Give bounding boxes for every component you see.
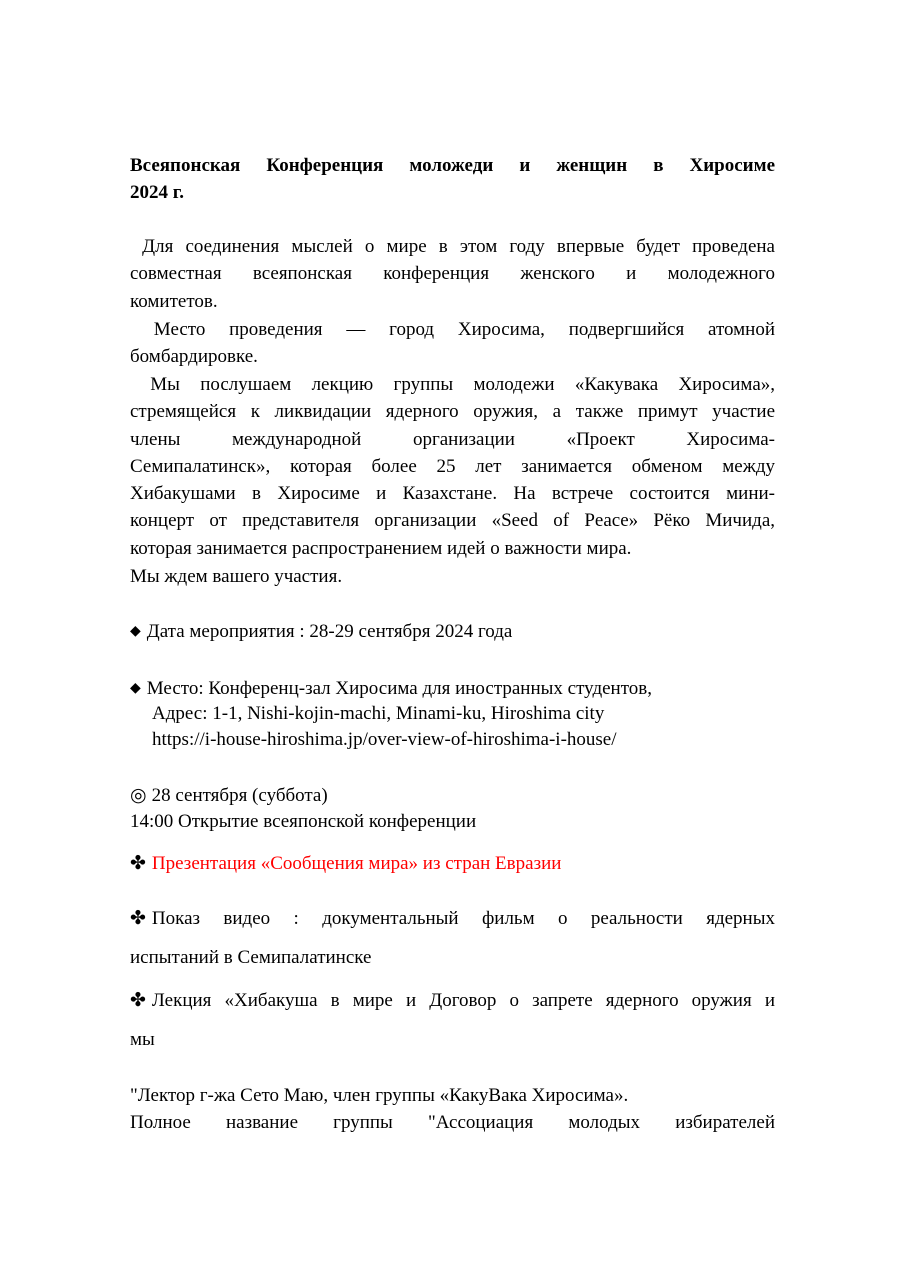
text-line: Мы ждем вашего участия. xyxy=(130,566,343,587)
event-date-text: Дата мероприятия : 28-29 сентября 2024 года xyxy=(146,621,513,642)
black-diamond-icon: ◆ xyxy=(130,624,141,639)
text-line: члены международной организации «Проект Хиросима- xyxy=(130,428,775,450)
venue-url-link[interactable]: https://i-house-hiroshima.jp/over-view-of-hiroshima-i-house/ xyxy=(152,729,617,750)
schedule-opening: 14:00 Открытие всеяпонской конференции xyxy=(130,811,477,832)
title-line-1: Всеяпонская Конференция моложеди и женщин в Хиросиме xyxy=(130,155,775,176)
intro-paragraph-3 xyxy=(130,371,775,562)
four-petal-florette-icon: ✤ xyxy=(130,990,146,1011)
intro-paragraph-2 xyxy=(130,316,775,371)
text-line: стремящейся к ликвидации ядерного оружия, а также примут участие xyxy=(130,401,775,423)
text-line: Семипалатинск», которая более 25 лет занимается обменом между xyxy=(130,455,775,477)
black-diamond-icon: ◆ xyxy=(130,681,141,696)
schedule-item-presentation xyxy=(130,852,561,876)
page-title xyxy=(130,152,775,206)
schedule-day-text: 28 сентября (суббота) xyxy=(151,785,328,806)
text-line: Место проведения — город Хиросима, подвергшийся атомной xyxy=(130,319,775,340)
bullseye-icon: ◎ xyxy=(130,785,147,806)
text-line: которая занимается распространением идей о важности мира. xyxy=(130,537,632,559)
venue-address: Адрес: 1-1, Nishi-kojin-machi, Minami-ku, Hiroshima city xyxy=(152,703,605,724)
four-petal-florette-icon: ✤ xyxy=(130,908,146,929)
lecturer-line: "Лектор г-жа Сето Маю, член группы «КакуВака Хиросима». xyxy=(130,1085,629,1106)
text-line: Для соединения мыслей о мире в этом году впервые будет проведена xyxy=(130,236,775,257)
schedule-item-lecture xyxy=(130,989,775,1013)
event-date xyxy=(130,620,512,646)
text-line: комитетов. xyxy=(130,290,218,312)
text-line: бомбардировке. xyxy=(130,346,258,368)
text-line: концерт от представителя организации «Seed of Peace» Рёко Мичида, xyxy=(130,510,775,532)
schedule-item-text: Показ видео : документальный фильм о реальности ядерных xyxy=(151,908,775,929)
schedule-item-text: Лекция «Хибакуша в мире и Договор о запрете ядерного оружия и xyxy=(151,990,775,1011)
title-line-2: 2024 г. xyxy=(130,182,184,203)
text-line: Хибакушами в Хиросиме и Казахстане. На встрече состоится мини- xyxy=(130,483,775,505)
schedule-day xyxy=(130,784,328,808)
four-petal-florette-icon: ✤ xyxy=(130,853,146,874)
schedule-item-lecture-cont: мы xyxy=(130,1029,155,1050)
schedule-item-video xyxy=(130,907,775,931)
intro-paragraph-1 xyxy=(130,233,775,315)
intro-paragraph-4 xyxy=(130,563,775,590)
venue-name: Место: Конференц-зал Хиросима для иностранных студентов, xyxy=(146,678,652,699)
text-line: Мы послушаем лекцию группы молодежи «Какувака Хиросима», xyxy=(130,374,775,395)
schedule-item-text: Презентация «Сообщения мира» из стран Евразии xyxy=(151,853,562,874)
text-line: совместная всеяпонская конференция женского и молодежного xyxy=(130,263,775,285)
schedule-item-video-cont: испытаний в Семипалатинске xyxy=(130,947,372,968)
group-name-line: Полное название группы "Ассоциация молодых избирателей xyxy=(130,1112,775,1133)
event-venue xyxy=(130,677,652,703)
